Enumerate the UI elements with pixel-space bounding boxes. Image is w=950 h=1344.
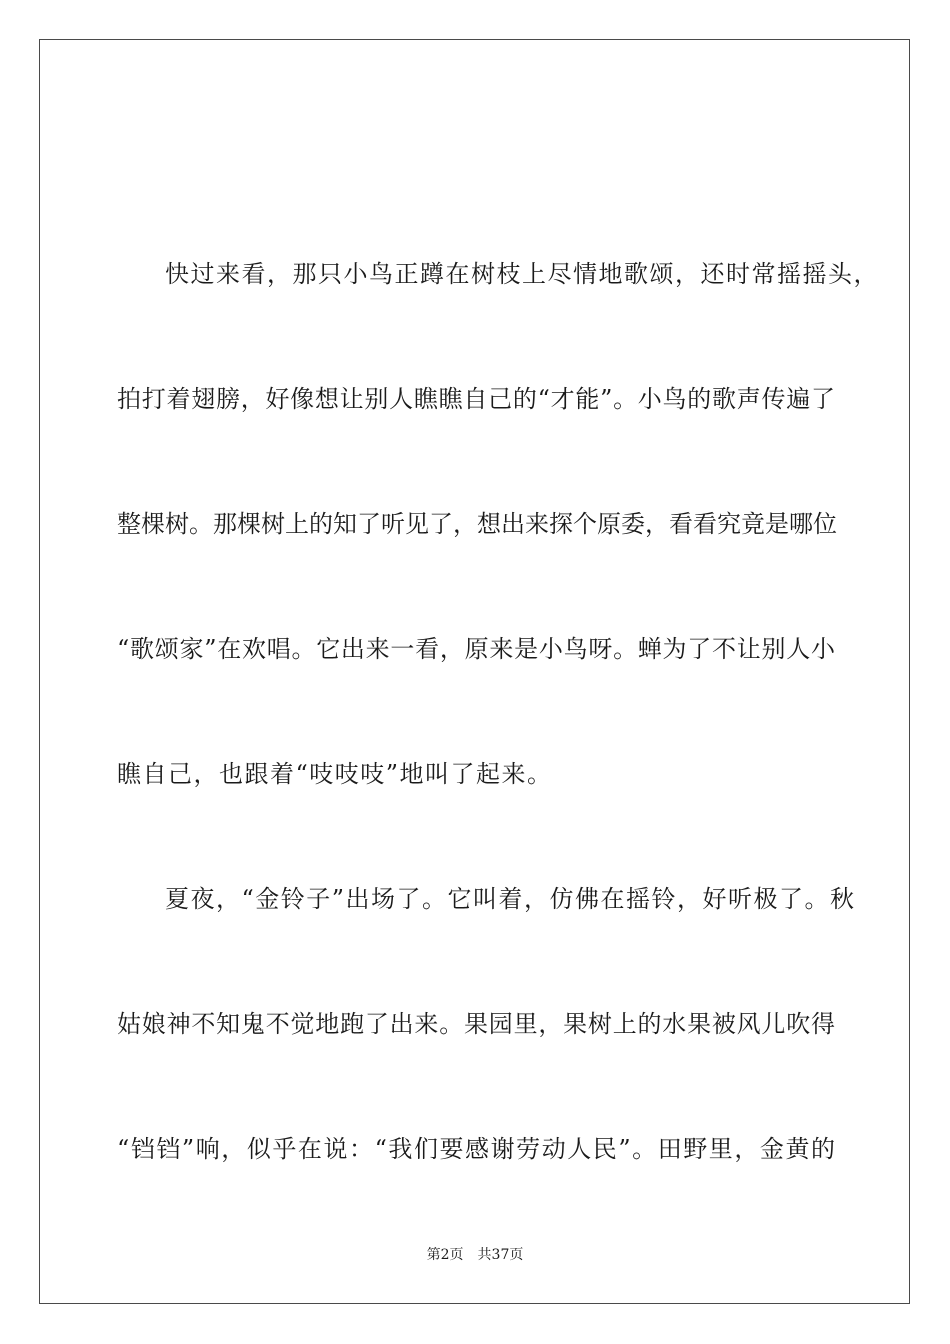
paragraph-1-line-1: 快过来看，那只小鸟正蹲在树枝上尽情地歌颂，还时常摇摇头， — [165, 260, 879, 288]
page-number-footer: 第2页 共37页 — [426, 1247, 524, 1263]
paragraph-2-line-3: “铛铛”响，似乎在说：“我们要感谢劳动人民”。田野里，金黄的 — [117, 1135, 835, 1163]
page-border — [39, 39, 910, 1304]
paragraph-1-line-5: 瞧自己，也跟着“吱吱吱”地叫了起来。 — [117, 760, 553, 788]
paragraph-2-line-2: 姑娘神不知鬼不觉地跑了出来。果园里，果树上的水果被风儿吹得 — [117, 1010, 835, 1038]
paragraph-1-line-2: 拍打着翅膀，好像想让别人瞧瞧自己的“才能”。小鸟的歌声传遍了 — [117, 385, 835, 413]
paragraph-1-line-3: 整棵树。那棵树上的知了听见了，想出来探个原委，看看究竟是哪位 — [117, 510, 837, 538]
paragraph-1-line-4: “歌颂家”在欢唱。它出来一看，原来是小鸟呀。蝉为了不让别人小 — [117, 635, 835, 663]
paragraph-2-line-1: 夏夜，“金铃子”出场了。它叫着，仿佛在摇铃，好听极了。秋 — [165, 885, 856, 913]
